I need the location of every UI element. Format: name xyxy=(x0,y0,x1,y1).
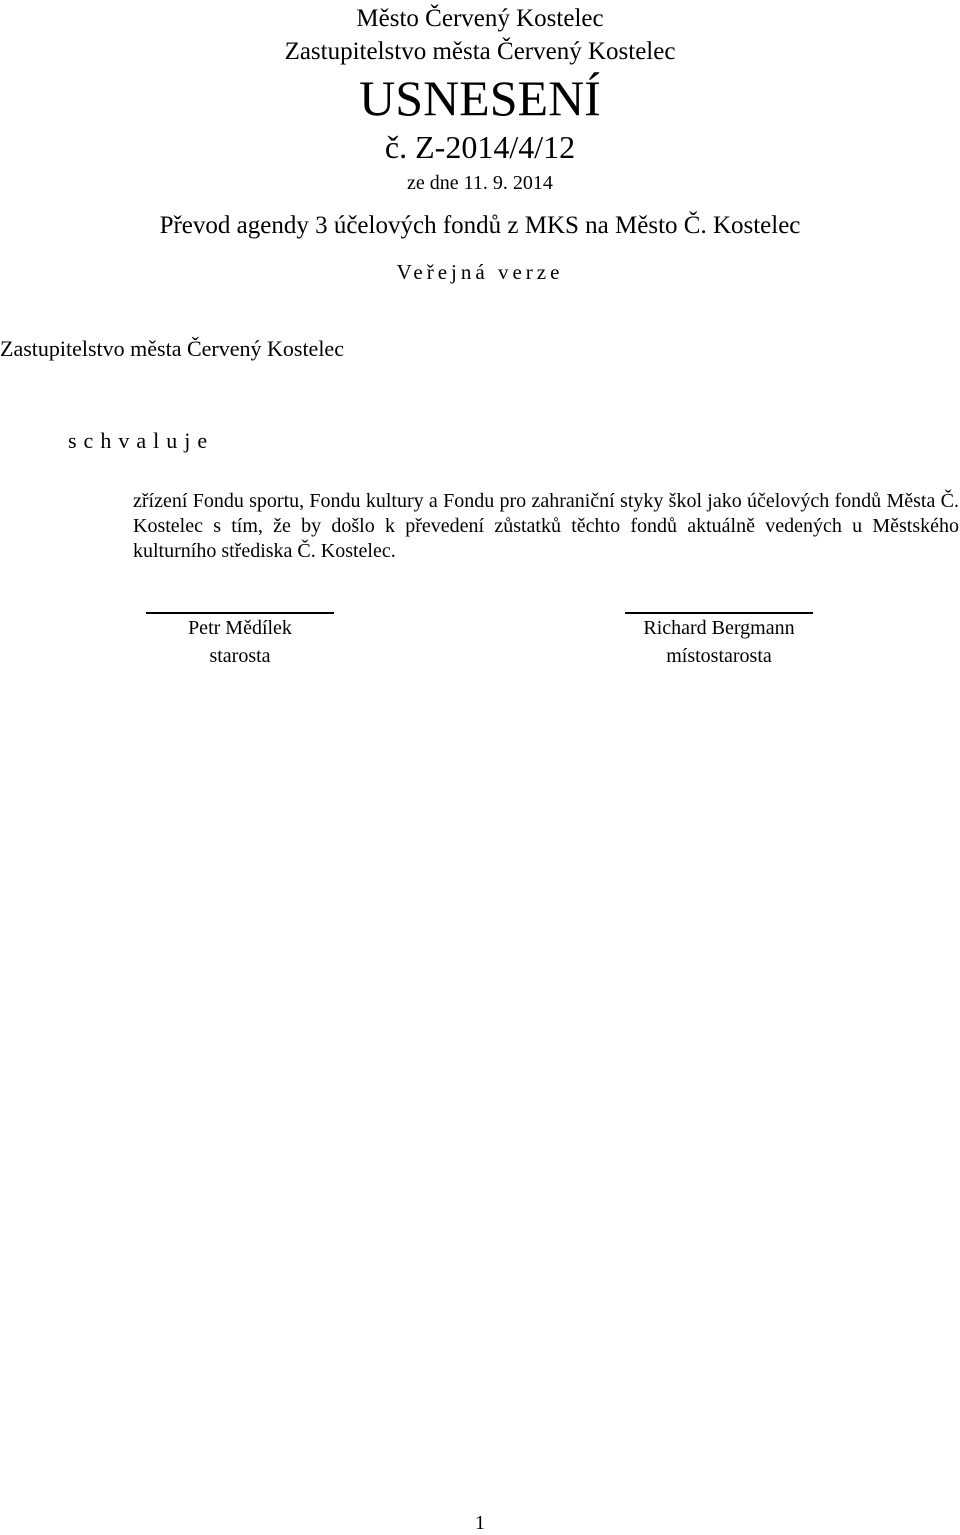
signature-block-deputy-mayor xyxy=(619,612,819,670)
public-version-label: Veřejná verze xyxy=(396,260,564,284)
city-name: Město Červený Kostelec xyxy=(356,5,604,32)
resolution-subject: Převod agendy 3 účelových fondů z MKS na Město Č. Kostelec xyxy=(159,212,801,239)
resolution-text: zřízení Fondu sportu, Fondu kultury a Fondu pro zahraniční styky škol jako účelových fondů Města Č. Kostelec s tím, že by došlo k převedení zůstatků těchto fondů aktuálně vedených u Městského kulturního střediska Č. Kostelec. xyxy=(133,490,959,562)
body-council-name: Zastupitelstvo města Červený Kostelec xyxy=(0,336,344,361)
council-name: Zastupitelstvo města Červený Kostelec xyxy=(284,38,676,65)
page-number: 1 xyxy=(475,1512,485,1534)
signatory-name: Richard Bergmann xyxy=(643,617,795,639)
resolution-date: ze dne 11. 9. 2014 xyxy=(407,172,553,194)
signatory-role: starosta xyxy=(209,645,271,667)
signature-block-mayor xyxy=(140,612,340,670)
resolution-number: č. Z-2014/4/12 xyxy=(384,129,576,165)
document-type: USNESENÍ xyxy=(359,70,601,126)
signatory-name: Petr Mědílek xyxy=(188,617,292,639)
signatory-role: místostarosta xyxy=(666,645,772,667)
approves-verb: schvaluje xyxy=(68,428,215,453)
